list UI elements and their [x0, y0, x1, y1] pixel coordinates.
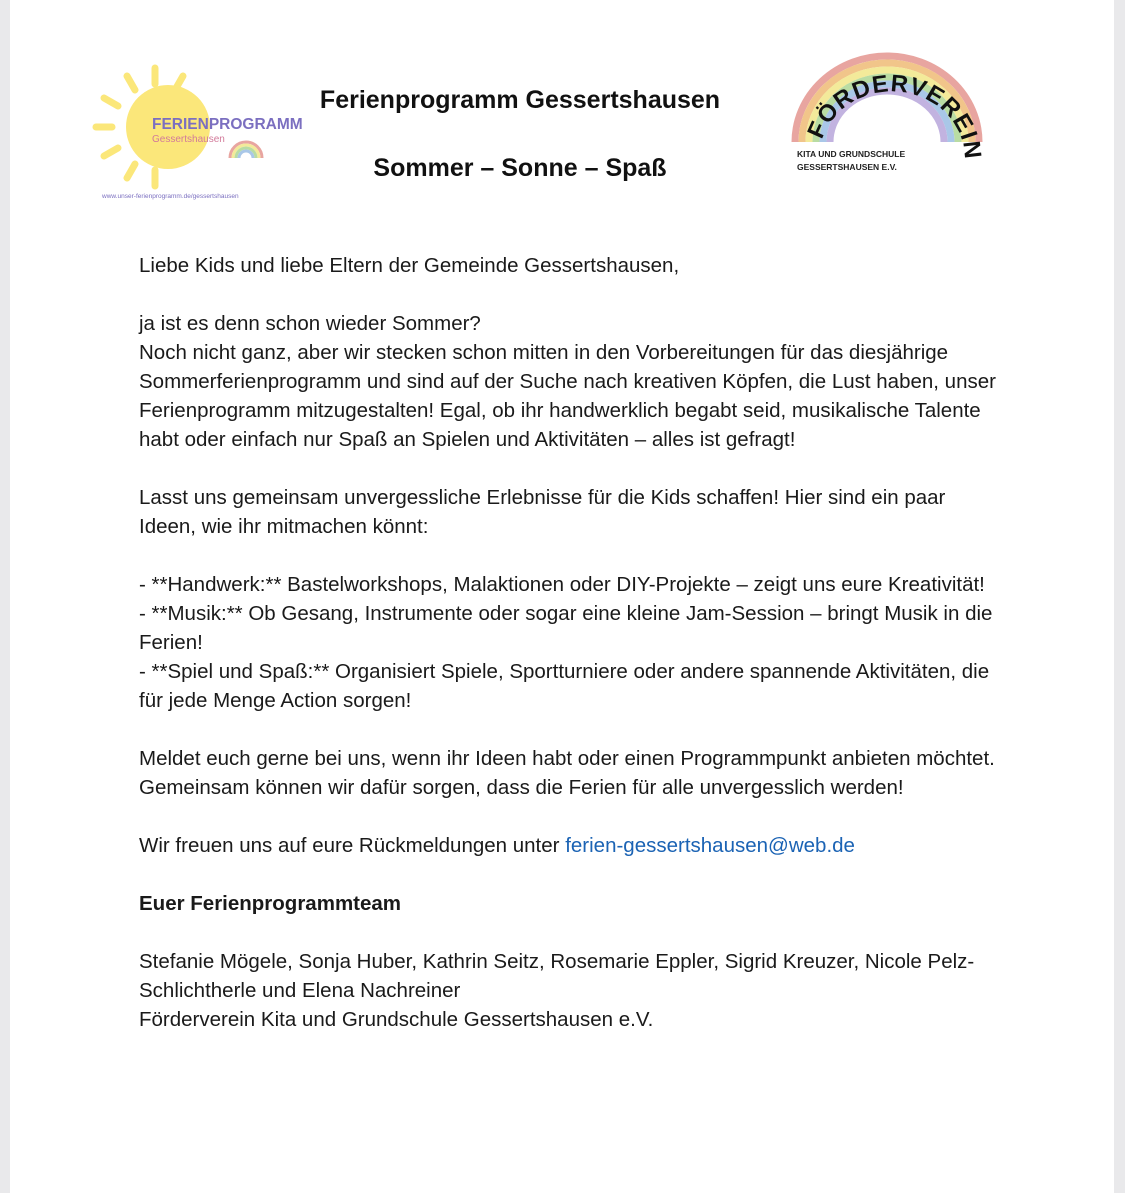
email-link[interactable]: ferien-gessertshausen@web.de — [565, 834, 855, 857]
organization-name: Förderverein Kita und Grundschule Gessertshausen e.V. — [139, 1008, 654, 1031]
intro-paragraph: Noch nicht ganz, aber wir stecken schon mitten in den Vorbereitungen für das diesjährige Sommerferienprogramm und sind auf der Suche nach kreativen Köpfen, die Lust haben, unser Ferienprogramm mitzugestalten! Egal, ob ihr handwerklich begabt seid, musikalische Talente habt oder einfach nur Spaß an Spielen und Aktivitäten – alles ist gefragt! — [139, 341, 996, 451]
intro-question: ja ist es denn schon wieder Sommer? — [139, 312, 481, 335]
page-subtitle: Sommer – Sonne – Spaß — [373, 154, 667, 182]
ferienprogramm-logo — [82, 60, 303, 205]
document-page — [10, 0, 1114, 1193]
logo-arc-text: FÖRDERVEREIN — [802, 70, 987, 161]
logo-url: www.unser-ferienprogramm.de/gessertshausen — [102, 193, 239, 200]
idea-item-musik: - **Musik:** Ob Gesang, Instrumente oder sogar eine kleine Jam-Session – bringt Musik in die Ferien! — [139, 602, 993, 654]
closing-paragraph: Meldet euch gerne bei uns, wenn ihr Ideen habt oder einen Programmpunkt anbieten möchtet. Gemeinsam können wir dafür sorgen, dass die Ferien für alle unvergesslich werden! — [139, 747, 995, 799]
logo-line1: FERIENPROGRAMM — [152, 116, 303, 133]
letter-body — [139, 251, 999, 1034]
ideas-intro: Lasst uns gemeinsam unvergessliche Erlebnisse für die Kids schaffen! Hier sind ein paar Ideen, wie ihr mitmachen könnt: — [139, 486, 946, 538]
contact-prefix: Wir freuen uns auf eure Rückmeldungen unter — [139, 834, 566, 857]
contact-line — [139, 831, 999, 860]
signoff: Euer Ferienprogrammteam — [139, 892, 402, 915]
logo-right-line2: GESSERTSHAUSEN E.V. — [797, 162, 897, 172]
logo-line2: Gessertshausen — [152, 134, 225, 145]
logo-right-line1: KITA UND GRUNDSCHULE — [797, 149, 906, 159]
mini-rainbow-icon — [230, 142, 262, 158]
idea-item-spiel: - **Spiel und Spaß:** Organisiert Spiele, Sportturniere oder andere spannende Aktivitäten, die für jede Menge Action sorgen! — [139, 660, 990, 712]
team-names: Stefanie Mögele, Sonja Huber, Kathrin Seitz, Rosemarie Eppler, Sigrid Kreuzer, Nicole Pelz-Schlichtherle und Elena Nachreiner — [139, 950, 975, 1002]
foerderverein-logo — [780, 48, 995, 188]
page-title: Ferienprogramm Gessertshausen — [319, 86, 721, 114]
idea-item-handwerk: - **Handwerk:** Bastelworkshops, Malaktionen oder DIY-Projekte – zeigt uns eure Kreativität! — [139, 573, 985, 596]
greeting: Liebe Kids und liebe Eltern der Gemeinde Gessertshausen, — [139, 254, 680, 277]
